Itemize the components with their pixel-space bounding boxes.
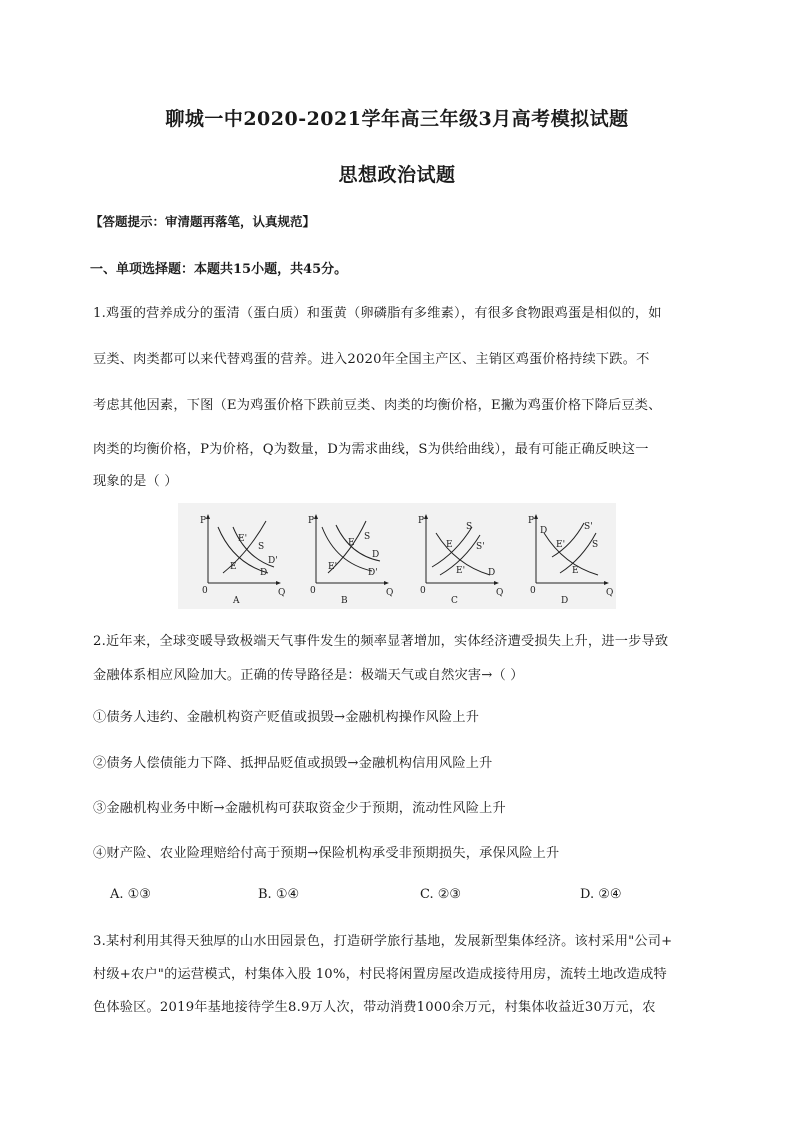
label: D xyxy=(260,568,268,578)
label: E xyxy=(230,562,237,572)
section-heading: 一、单项选择题：本题共15小题，共45分。 xyxy=(90,262,348,277)
axis-p: P xyxy=(418,516,425,526)
q1-line: 现象的是（ ） xyxy=(93,474,178,489)
q2-line: 2.近年来，全球变暖导致极端天气事件发生的频率显著增加，实体经济遭受损失上升，进一步导致 xyxy=(93,634,669,649)
label: S xyxy=(364,532,371,542)
option-c: C. ②③ xyxy=(420,887,462,902)
exam-title: 聊城一中2020-2021学年高三年级3月高考模拟试题 xyxy=(165,108,629,130)
label: S xyxy=(592,540,599,550)
graph-letter: D xyxy=(561,596,569,606)
label: D' xyxy=(268,556,278,566)
q1-line: 考虑其他因素，下图（E为鸡蛋价格下跌前豆类、肉类的均衡价格，E撇为鸡蛋价格下降后豆类、 xyxy=(93,398,662,413)
axis-p: P xyxy=(528,516,535,526)
origin: 0 xyxy=(420,586,426,596)
label: E' xyxy=(556,540,566,550)
label: S xyxy=(258,542,265,552)
q2-item: ③金融机构业务中断→金融机构可获取资金少于预期，流动性风险上升 xyxy=(93,801,506,816)
answer-tip: 【答题提示：审清题再落笔，认真规范】 xyxy=(90,214,316,229)
option-d: D. ②④ xyxy=(580,887,622,902)
graph-c xyxy=(418,514,503,606)
q3-line: 色体验区。2019年基地接待学生8.9万人次，带动消费1000余万元，村集体收益近30万元，农 xyxy=(93,1000,656,1015)
label: E' xyxy=(456,566,466,576)
q1-line: 1.鸡蛋的营养成分的蛋清（蛋白质）和蛋黄（卵磷脂有多维素），有很多食物跟鸡蛋是相似的，如 xyxy=(93,306,662,321)
label: E' xyxy=(238,534,248,544)
origin: 0 xyxy=(202,586,208,596)
exam-subtitle: 思想政治试题 xyxy=(338,164,456,186)
graph-a xyxy=(200,514,285,606)
label: E xyxy=(572,566,579,576)
label: D xyxy=(372,550,380,560)
axis-p: P xyxy=(200,516,207,526)
axis-q: Q xyxy=(606,588,614,598)
supply-demand-figure xyxy=(178,503,616,609)
origin: 0 xyxy=(310,586,316,596)
axis-p: P xyxy=(308,516,315,526)
axis-q: Q xyxy=(386,588,394,598)
label: S' xyxy=(476,542,485,552)
option-a: A. ①③ xyxy=(110,887,151,902)
q2-item: ①债务人违约、金融机构资产贬值或损毁→金融机构操作风险上升 xyxy=(93,710,480,725)
q3-line: 村级+农户"的运营模式，村集体入股 10%，村民将闲置房屋改造成接待用房，流转土地改造成特 xyxy=(93,967,667,982)
origin: 0 xyxy=(530,586,536,596)
graph-letter: C xyxy=(451,596,458,606)
option-b: B. ①④ xyxy=(258,887,300,902)
axis-q: Q xyxy=(278,588,286,598)
q2-line: 金融体系相应风险加大。正确的传导路径是：极端天气或自然灾害→（ ） xyxy=(93,668,524,683)
q1-line: 豆类、肉类都可以来代替鸡蛋的营养。进入2020年全国主产区、主销区鸡蛋价格持续下跌。不 xyxy=(93,352,650,367)
label: S xyxy=(466,522,473,532)
q2-item: ④财产险、农业险理赔给付高于预期→保险机构承受非预期损失，承保风险上升 xyxy=(93,846,560,861)
label: S' xyxy=(584,522,593,532)
label: D xyxy=(540,526,548,536)
graph-letter: B xyxy=(341,596,348,606)
graph-letter: A xyxy=(233,596,240,606)
label: E' xyxy=(328,562,338,572)
label: D' xyxy=(368,568,378,578)
label: E xyxy=(348,538,355,548)
q3-line: 3.某村利用其得天独厚的山水田园景色，打造研学旅行基地，发展新型集体经济。该村采用"公司+ xyxy=(93,934,673,949)
graph-b xyxy=(308,514,393,606)
label: E xyxy=(446,540,453,550)
axis-q: Q xyxy=(496,588,504,598)
q2-item: ②债务人偿债能力下降、抵押品贬值或损毁→金融机构信用风险上升 xyxy=(93,756,493,771)
q1-line: 肉类的均衡价格，P为价格，Q为数量，D为需求曲线，S为供给曲线），最有可能正确反映这一 xyxy=(93,442,649,457)
label: D xyxy=(488,568,496,578)
graph-d xyxy=(528,514,613,606)
